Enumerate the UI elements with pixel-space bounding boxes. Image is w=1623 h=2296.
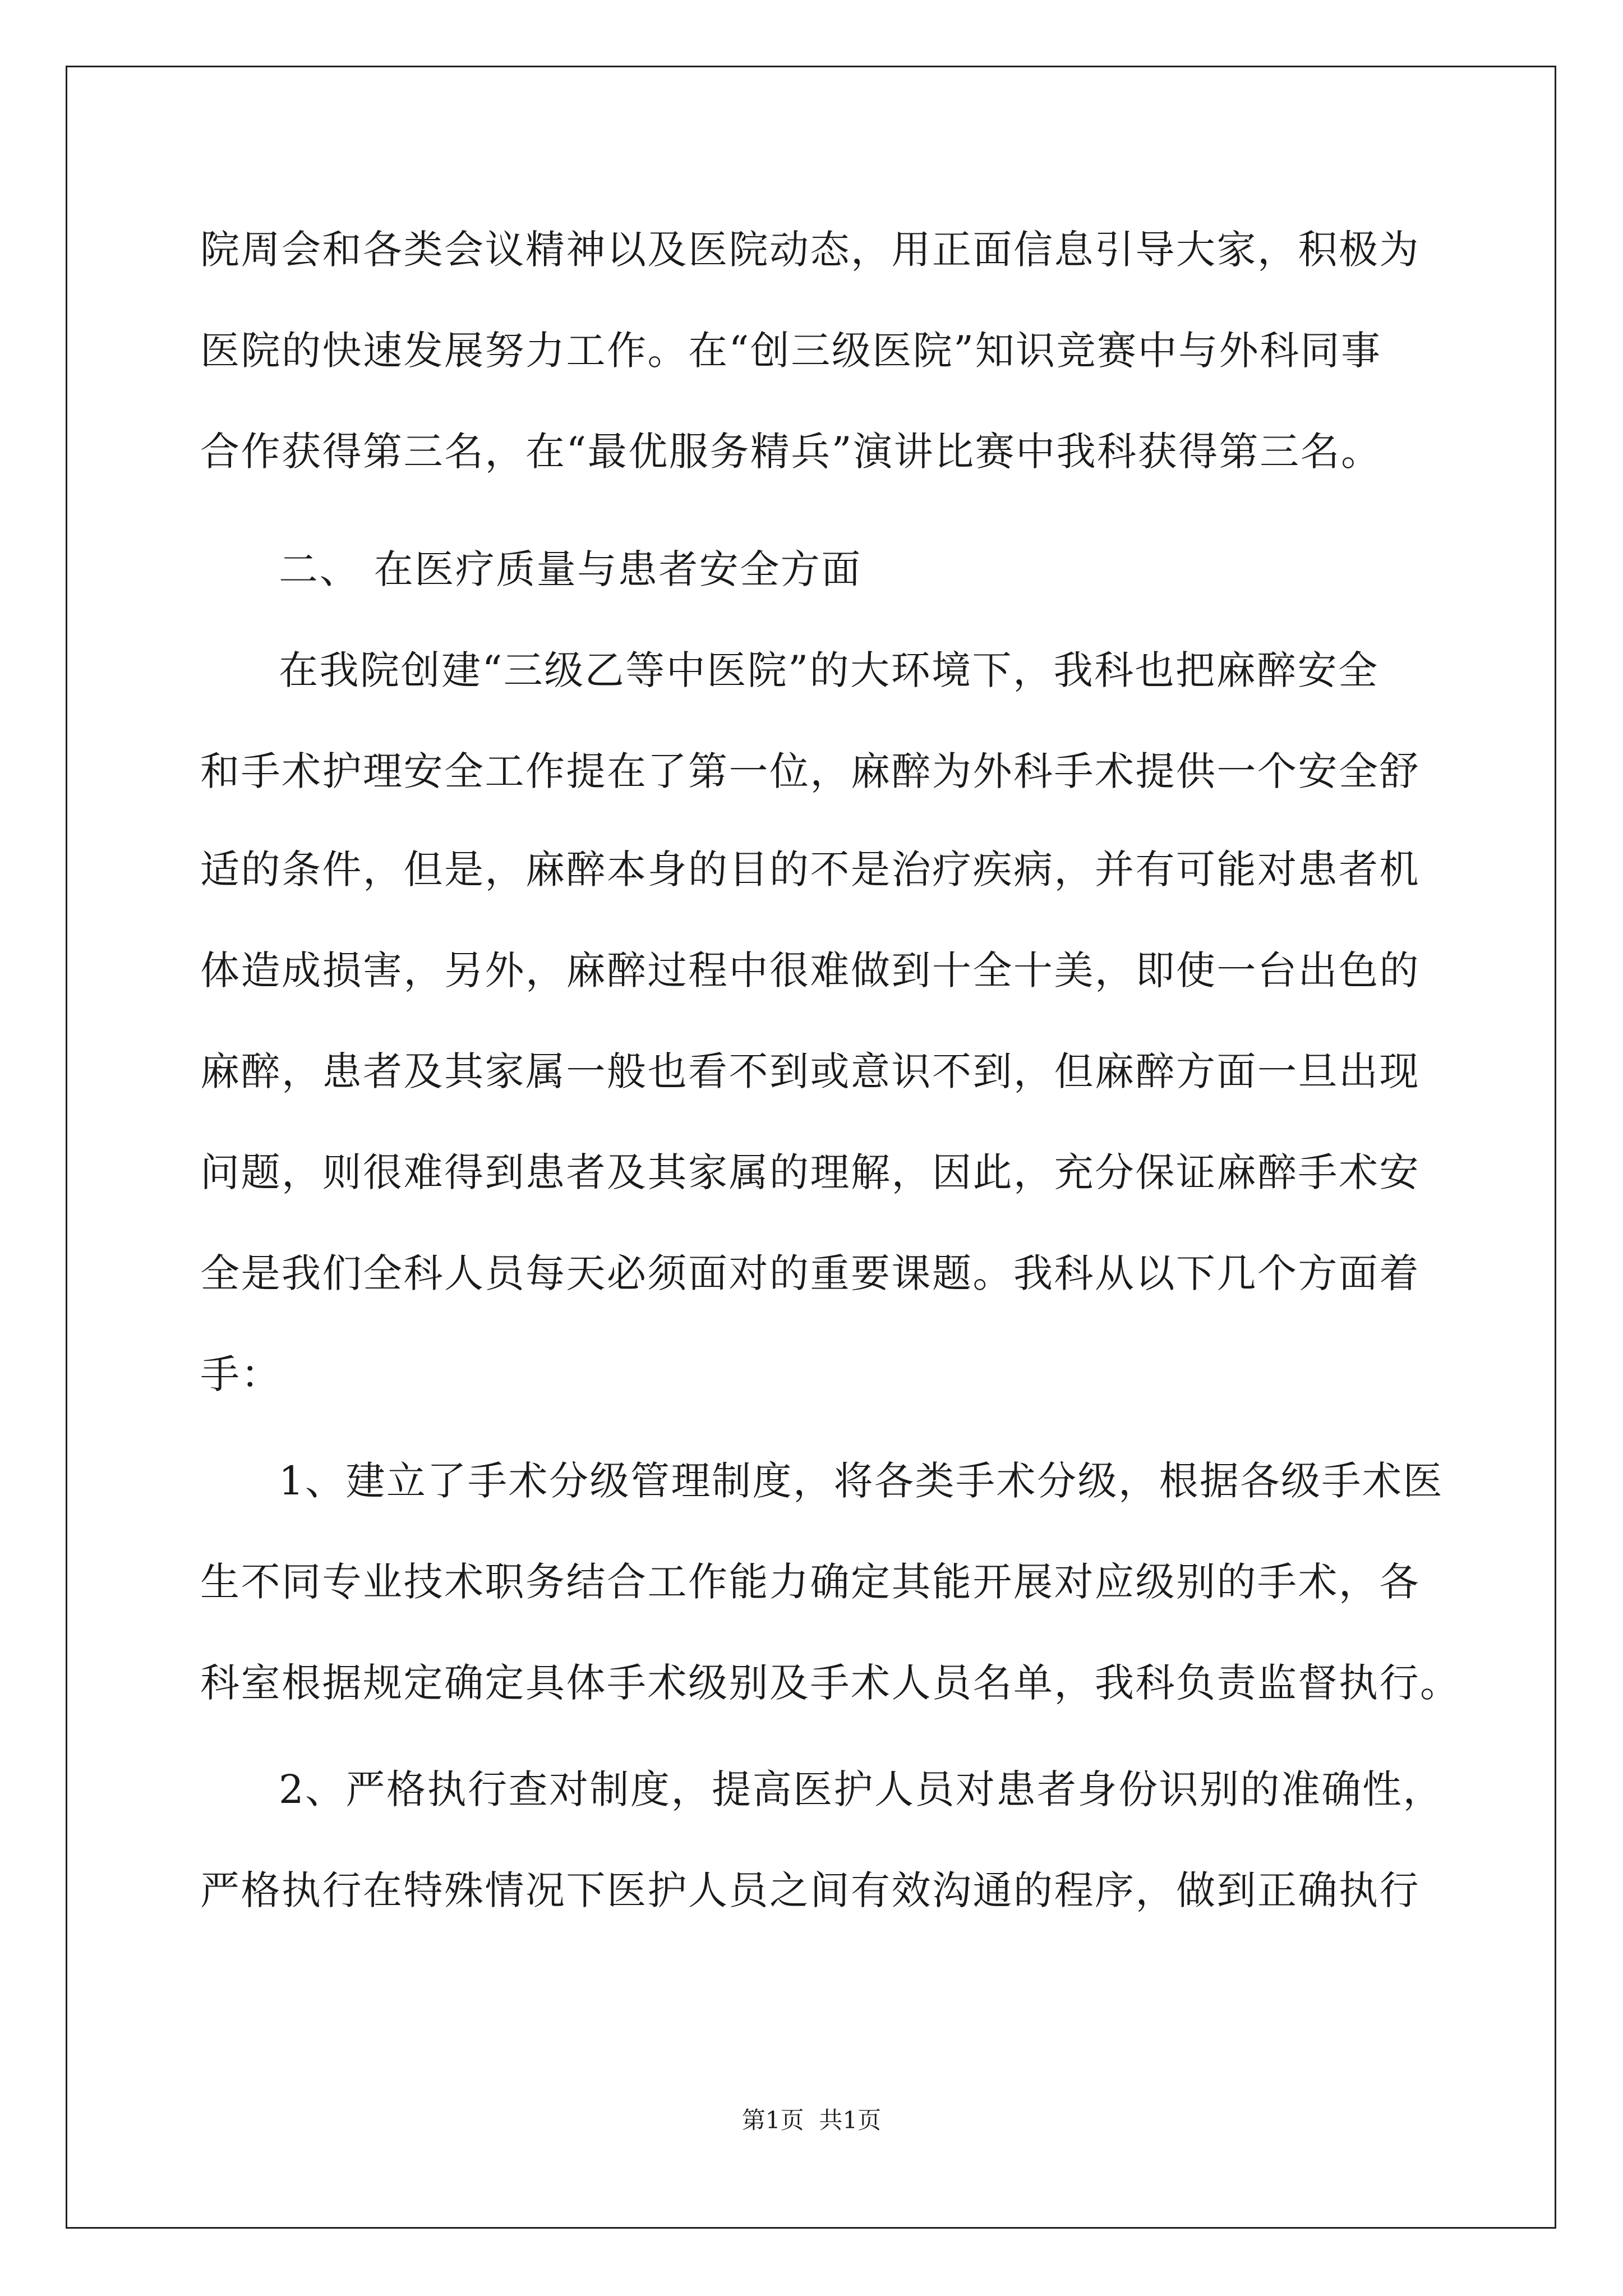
text-line: 体造成损害，另外，麻醉过程中很难做到十全十美，即使一台出色的 [200,947,1420,993]
text-line: 1、建立了手术分级管理制度，将各类手术分级，根据各级手术医 [279,1458,1444,1504]
text-line: 问题，则很难得到患者及其家属的理解，因此，充分保证麻醉手术安 [200,1149,1420,1195]
text-line: 院周会和各类会议精神以及医院动态，用正面信息引导大家，积极为 [200,227,1420,273]
text-line: 适的条件，但是，麻醉本身的目的不是治疗疾病，并有可能对患者机 [200,846,1420,892]
text-line: 生不同专业技术职务结合工作能力确定其能开展对应级别的手术，各 [200,1559,1420,1605]
page-footer: 第1页 共1页 [741,2106,882,2134]
text-line: 手： [200,1351,282,1397]
text-line: 在我院创建“三级乙等中医院”的大环境下，我科也把麻醉安全 [279,647,1379,693]
text-line: 2、严格执行查对制度，提高医护人员对患者身份识别的准确性， [279,1766,1444,1812]
text-line: 和手术护理安全工作提在了第一位，麻醉为外科手术提供一个安全舒 [200,748,1420,794]
section-heading: 二、 在医疗质量与患者安全方面 [279,546,862,592]
text-line: 合作获得第三名，在“最优服务精兵”演讲比赛中我科获得第三名。 [200,429,1382,475]
text-line: 严格执行在特殊情况下医护人员之间有效沟通的程序，做到正确执行 [200,1867,1420,1913]
text-line: 麻醉，患者及其家属一般也看不到或意识不到，但麻醉方面一旦出现 [200,1048,1420,1094]
text-line: 医院的快速发展努力工作。在“创三级医院”知识竞赛中与外科同事 [200,328,1382,374]
text-line: 科室根据规定确定具体手术级别及手术人员名单，我科负责监督执行。 [200,1660,1461,1706]
text-line: 全是我们全科人员每天必须面对的重要课题。我科从以下几个方面着 [200,1250,1420,1296]
